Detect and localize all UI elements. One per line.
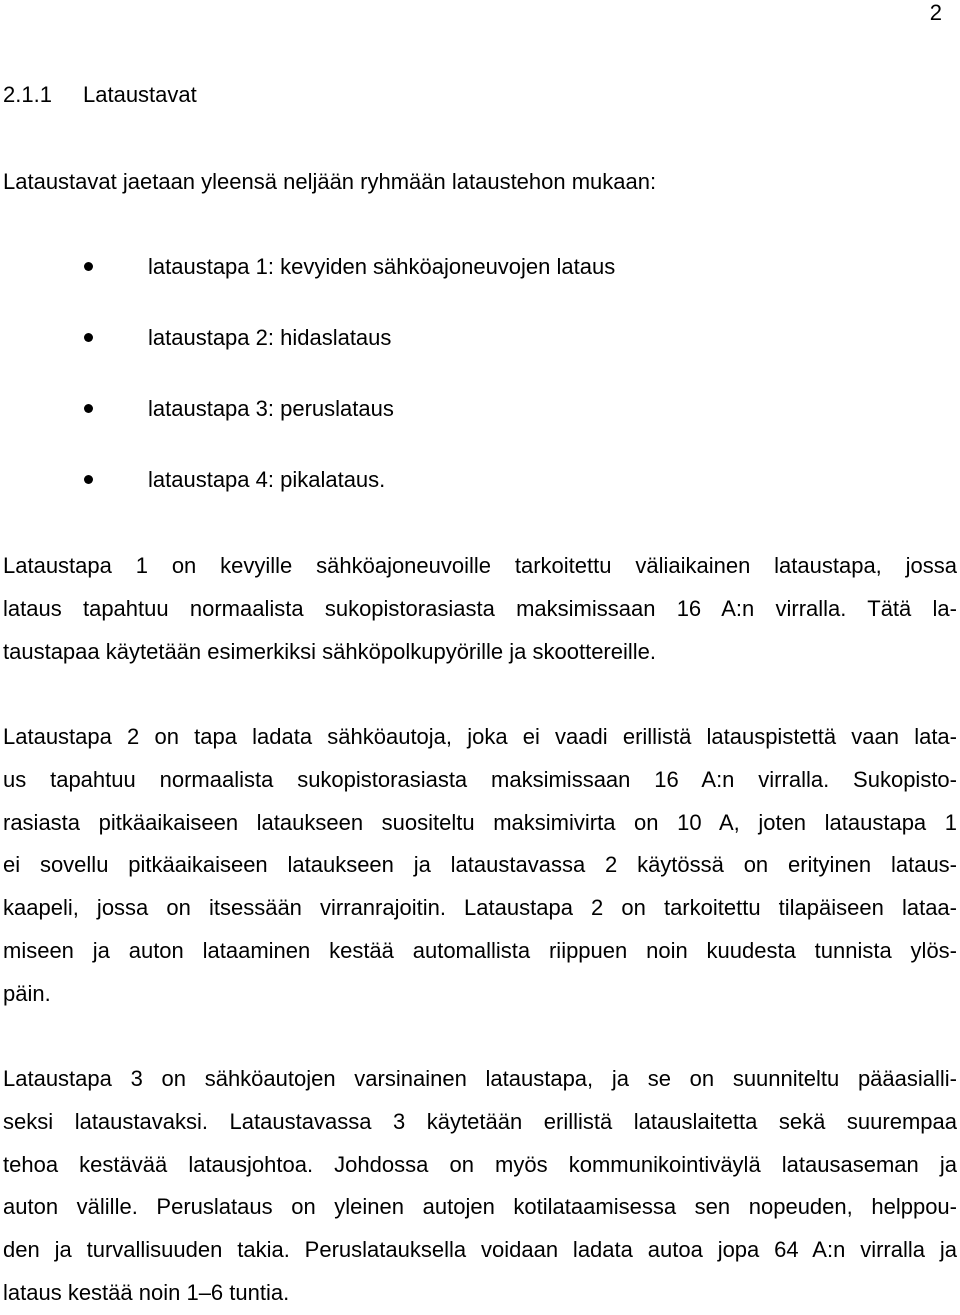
list-item-text: lataustapa 4: pikalataus. bbox=[148, 467, 386, 492]
text-line: taustapaa käytetään esimerkiksi sähköpolkupyörille ja skoottereille. bbox=[3, 638, 657, 664]
list-item-text: lataustapa 3: peruslataus bbox=[148, 396, 394, 421]
text-line: lataus tapahtuu normaalista sukopistorasiasta maksimissaan 16 A:n virralla. Tätä la- bbox=[3, 595, 957, 621]
text-line: Lataustapa 1 on kevyille sähköajoneuvoille tarkoitettu väliaikainen lataustapa, jossa bbox=[3, 553, 957, 578]
text-line: kaapeli, jossa on itsessään virranrajoitin. Lataustapa 2 on tarkoitettu tilapäiseen lataa- bbox=[3, 895, 957, 921]
paragraph-lataustapa-3 bbox=[3, 1058, 957, 1315]
text-line: rasiasta pitkäaikaiseen lataukseen suositeltu maksimivirta on 10 A, joten lataustapa 1 bbox=[3, 809, 957, 835]
bullet-icon bbox=[84, 475, 93, 484]
text-line: tehoa kestävää latausjohtoa. Johdossa on myös kommunikointiväylä latausaseman ja bbox=[3, 1151, 957, 1177]
list-item bbox=[0, 394, 615, 465]
list-item bbox=[0, 465, 615, 536]
text-line: päin. bbox=[3, 980, 51, 1006]
page-number: 2 bbox=[929, 0, 942, 25]
bullet-icon bbox=[84, 262, 93, 271]
list-item-text: lataustapa 1: kevyiden sähköajoneuvojen lataus bbox=[148, 254, 616, 279]
section-title: Lataustavat bbox=[83, 82, 197, 107]
text-line: seksi lataustavaksi. Lataustavassa 3 käytetään erillistä latauslaitetta sekä suurempaa bbox=[3, 1108, 957, 1134]
text-line: den ja turvallisuuden takia. Peruslatauksella voidaan ladata autoa jopa 64 A:n virralla ja bbox=[3, 1237, 957, 1263]
text-line: Lataustapa 3 on sähköautojen varsinainen lataustapa, ja se on suunniteltu pääasialli- bbox=[3, 1066, 957, 1091]
bullet-icon bbox=[84, 404, 93, 413]
section-heading bbox=[3, 80, 197, 110]
intro-text: Lataustavat jaetaan yleensä neljään ryhmään lataustehon mukaan: bbox=[3, 169, 657, 194]
text-line: ei sovellu pitkäaikaiseen lataukseen ja lataustavassa 2 käytössä on erityinen lataus- bbox=[3, 852, 957, 878]
bullet-icon bbox=[84, 333, 93, 342]
paragraph-lataustapa-1 bbox=[3, 545, 957, 673]
bullet-list bbox=[0, 252, 615, 536]
list-item bbox=[0, 323, 615, 394]
list-item-text: lataustapa 2: hidaslataus bbox=[148, 325, 392, 350]
text-line: auton välille. Peruslataus on yleinen autojen kotilataamisessa sen nopeuden, helppou- bbox=[3, 1194, 957, 1220]
text-line: miseen ja auton lataaminen kestää automallista riippuen noin kuudesta tunnista ylös- bbox=[3, 937, 957, 963]
section-number: 2.1.1 bbox=[3, 82, 52, 107]
text-line: Lataustapa 2 on tapa ladata sähköautoja, joka ei vaadi erillistä latauspistettä vaan lata- bbox=[3, 724, 957, 749]
list-item bbox=[0, 252, 615, 323]
text-line: us tapahtuu normaalista sukopistorasiasta maksimissaan 16 A:n virralla. Sukopisto- bbox=[3, 766, 957, 792]
text-line: lataus kestää noin 1–6 tuntia. bbox=[3, 1279, 290, 1305]
paragraph-lataustapa-2 bbox=[3, 716, 957, 1016]
